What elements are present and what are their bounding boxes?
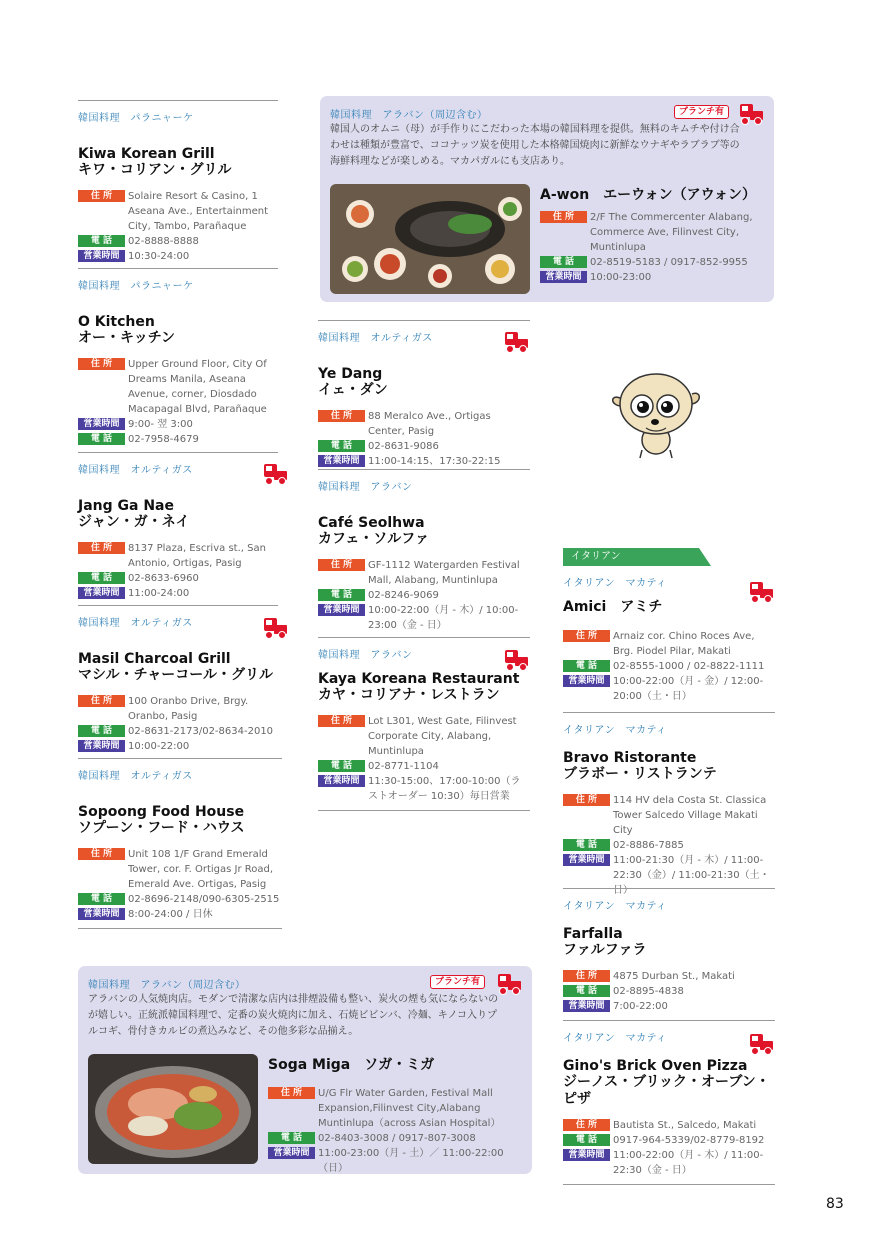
tel-row: [563, 838, 775, 853]
entry-cafe-seolhwa: [318, 469, 530, 633]
entry-amici: [563, 574, 775, 704]
name-jp: オー・キッチン: [78, 330, 176, 346]
tel-row: [540, 255, 766, 270]
name-jp: ファルファラ: [563, 942, 647, 958]
delivery-car-icon: [262, 462, 288, 486]
category: 韓国料理 アラバン（周辺含む）: [330, 110, 488, 121]
tel-label: 電 話: [318, 440, 365, 452]
hours-value: 9:00- 翌 3:00: [128, 419, 193, 430]
name-en: Bravo Ristorante: [563, 750, 697, 766]
category: イタリアン マカティ: [563, 901, 667, 912]
tel-row: [563, 984, 775, 999]
tel-row: [318, 588, 530, 603]
hours-label: 営業時間: [563, 1149, 610, 1161]
page-number: 83: [826, 1196, 844, 1212]
delivery-car-icon: [748, 580, 774, 604]
address-label: 住 所: [563, 1119, 610, 1131]
hours-row: [268, 1146, 524, 1176]
category: 韓国料理 オルティガス: [78, 771, 193, 782]
entry-kiwa: [78, 100, 278, 264]
name-en: Kaya Koreana Restaurant: [318, 671, 520, 687]
category: 韓国料理 アラバン: [318, 482, 413, 493]
address-value: 2/F The Commercenter Alabang, Commerce Ave, Filinvest City, Muntinlupa: [590, 212, 753, 253]
info-block: [540, 210, 766, 285]
info-block: [268, 1086, 524, 1176]
address-value: U/G Flr Water Garden, Festival Mall Expansion,Filinvest City,Alabang Muntinlupa（across Asian Hospital）: [318, 1088, 501, 1129]
hours-label: 営業時間: [268, 1147, 315, 1159]
address-value: GF-1112 Watergarden Festival Mall, Alabang, Muntinlupa: [368, 560, 520, 586]
delivery-car-icon: [262, 616, 288, 640]
hours-label: 営業時間: [78, 740, 125, 752]
name-en: [563, 599, 775, 615]
hours-label: 営業時間: [78, 908, 125, 920]
tel-label: 電 話: [78, 433, 125, 445]
hours-value: 11:30-15:00、17:00-10:00（ラストオーダー 10:30）毎日営業: [368, 776, 521, 802]
tel-label: 電 話: [268, 1132, 315, 1144]
address-value: Arnaiz cor. Chino Roces Ave, Brg. Piodel Pilar, Makati: [613, 631, 755, 657]
name-jp: イェ・ダン: [318, 382, 388, 398]
tel-value: 02-8771-1104: [368, 761, 439, 772]
hours-value: 7:00-22:00: [613, 1001, 668, 1012]
entry-ye-dang: [318, 320, 530, 469]
entry-masil: [78, 605, 278, 754]
address-label: 住 所: [540, 211, 587, 223]
tel-value: 02-8888-8888: [128, 236, 199, 247]
tel-value: 02-8403-3008 / 0917-807-3008: [318, 1133, 476, 1144]
address-label: 住 所: [78, 358, 125, 370]
category: イタリアン マカティ: [563, 725, 667, 736]
category: 韓国料理 パラニャーケ: [78, 281, 194, 292]
hours-value: 10:00-22:00: [128, 741, 190, 752]
address-value: Upper Ground Floor, City Of Dreams Manila, Aseana Avenue, corner, Diosdado Macapagal Blvd, Parañaque: [128, 359, 267, 415]
hours-label: 営業時間: [540, 271, 587, 283]
name-en: Farfalla: [563, 926, 623, 942]
tel-row: [78, 571, 278, 586]
hours-row: [318, 603, 530, 633]
tel-label: 電 話: [318, 589, 365, 601]
tel-value: 02-8696-2148/090-6305-2515: [128, 894, 280, 905]
tel-label: 電 話: [563, 985, 610, 997]
address-label: 住 所: [563, 630, 610, 642]
hours-label: 営業時間: [318, 604, 365, 616]
address-label: 住 所: [318, 559, 365, 571]
address-row: [318, 409, 530, 439]
delivery-car-icon: [503, 330, 529, 354]
address-row: [318, 714, 530, 759]
tel-value: 02-8886-7885: [613, 840, 684, 851]
hours-row: [78, 586, 278, 601]
address-row: [78, 541, 278, 571]
tel-row: [78, 234, 278, 249]
tel-row: [318, 439, 530, 454]
address-value: 88 Meralco Ave., Ortigas Center, Pasig: [368, 411, 491, 437]
category: 韓国料理 アラバン（周辺含む）: [88, 980, 246, 991]
name-jp: ジーノス・ブリック・オーブン・ピザ: [563, 1074, 770, 1107]
address-row: [78, 357, 278, 417]
hours-row: [318, 454, 530, 469]
hours-value: 10:30-24:00: [128, 251, 190, 262]
entry-ginos: [563, 1020, 775, 1185]
address-label: 住 所: [78, 190, 125, 202]
hours-value: 10:00-23:00: [590, 272, 652, 283]
name-en: Kiwa Korean Grill: [78, 146, 215, 162]
hours-row: [563, 999, 775, 1014]
name-en: Café Seolhwa: [318, 515, 425, 531]
entry-sopoong: [78, 758, 282, 929]
address-row: [78, 847, 282, 892]
hours-value: 11:00-14:15、17:30-22:15: [368, 456, 501, 467]
hours-label: 営業時間: [78, 250, 125, 262]
tel-label: 電 話: [563, 660, 610, 672]
hours-row: [78, 907, 282, 922]
hours-value: 8:00-24:00 / 日休: [128, 909, 213, 920]
address-row: [563, 793, 775, 838]
name-jp: カヤ・コリアナ・レストラン: [318, 687, 500, 703]
category: 韓国料理 オルティガス: [78, 465, 193, 476]
description: アラバンの人気焼肉店。モダンで清潔な店内は排煙設備も整い、炭火の煙も気にならないのが嬉しい。正統派韓国料理で、定番の炭火焼肉に加え、石焼ビビンバ、冷麺、キノコ入りプルコギ、骨付きカルビの煮込みなど、その他多彩な品揃え。: [88, 994, 499, 1037]
hours-row: [540, 270, 766, 285]
tel-row: [268, 1131, 524, 1146]
description: 韓国人のオムニ（母）が手作りにこだわった本場の韓国料理を提供。無料のキムチや付け合わせは種類が豊富で、ココナッツ炭を使用した本格韓国焼肉に新鮮なウナギやラブラブ等の海鮮料理などが楽しめる。マカパガルにも支店あり。: [330, 124, 740, 167]
tel-value: 02-8246-9069: [368, 590, 439, 601]
address-row: [563, 629, 775, 659]
name-en: O Kitchen: [78, 314, 155, 330]
hours-label: 営業時間: [318, 775, 365, 787]
section-banner-italian: イタリアン: [563, 548, 699, 566]
category: イタリアン マカティ: [563, 578, 667, 589]
featured-box-awon: [320, 96, 774, 302]
hours-value: 11:00-21:30（月 - 木）/ 11:00-22:30（金）/ 11:00-21:30（土・日）: [613, 855, 770, 896]
restaurant-name: Soga Miga ソガ・ミガ: [268, 1057, 435, 1073]
tel-value: 02-8633-6960: [128, 573, 199, 584]
tel-value: 02-8555-1000 / 02-8822-1111: [613, 661, 765, 672]
address-row: [318, 558, 530, 588]
featured-box-soga-miga: [78, 966, 532, 1174]
tel-value: 02-8519-5183 / 0917-852-9955: [590, 257, 748, 268]
delivery-car-icon: [748, 1032, 774, 1056]
hours-label: 営業時間: [563, 675, 610, 687]
hours-row: [78, 249, 278, 264]
category: イタリアン マカティ: [563, 1033, 667, 1044]
tel-label: 電 話: [318, 760, 365, 772]
tel-label: 電 話: [563, 1134, 610, 1146]
address-row: [563, 969, 775, 984]
name-jp: カフェ・ソルファ: [318, 531, 430, 547]
tel-row: [563, 659, 775, 674]
hours-value: 10:00-22:00（月 - 金）/ 12:00-20:00（土・日）: [613, 676, 764, 702]
tel-label: 電 話: [78, 572, 125, 584]
restaurant-name: A-won エーウォン（アウォン）: [540, 187, 757, 203]
address-value: 114 HV dela Costa St. Classica Tower Salcedo Village Makati City: [613, 795, 767, 836]
tel-row: [78, 432, 278, 447]
address-value: Unit 108 1/F Grand Emerald Tower, cor. F. Ortigas Jr Road, Emerald Ave. Ortigas, Pasig: [128, 849, 274, 890]
tel-value: 02-7958-4679: [128, 434, 199, 445]
name-en: Jang Ga Nae: [78, 498, 174, 514]
tel-value: 0917-964-5339/02-8779-8192: [613, 1135, 765, 1146]
address-row: [268, 1086, 524, 1131]
food-photo: [330, 184, 530, 294]
hours-row: [318, 774, 530, 804]
hours-row: [78, 417, 278, 432]
food-photo: [88, 1054, 258, 1164]
tel-label: 電 話: [78, 235, 125, 247]
branch-badge: ブランチ有: [430, 975, 485, 989]
hours-label: 営業時間: [78, 587, 125, 599]
tel-row: [318, 759, 530, 774]
tel-label: 電 話: [540, 256, 587, 268]
address-row: [78, 694, 278, 724]
hours-row: [563, 1148, 775, 1178]
branch-badge: ブランチ有: [674, 105, 729, 119]
name-en: Masil Charcoal Grill: [78, 651, 231, 667]
address-value: Lot L301, West Gate, Filinvest Corporate City, Alabang, Muntinlupa: [368, 716, 517, 757]
address-value: 4875 Durban St., Makati: [613, 971, 735, 982]
tel-row: [78, 724, 278, 739]
tel-label: 電 話: [78, 725, 125, 737]
hours-label: 営業時間: [563, 1000, 610, 1012]
name-jp: ソプーン・フード・ハウス: [78, 820, 245, 836]
entry-bravo: [563, 712, 775, 898]
address-label: 住 所: [78, 695, 125, 707]
tel-value: 02-8631-2173/02-8634-2010: [128, 726, 274, 737]
amici-en: Amici: [563, 599, 607, 615]
entry-jang-ga-nae: [78, 452, 278, 601]
hours-row: [563, 674, 775, 704]
entry-farfalla: [563, 888, 775, 1014]
hours-label: 営業時間: [318, 455, 365, 467]
address-value: Bautista St., Salcedo, Makati: [613, 1120, 757, 1131]
address-label: 住 所: [318, 715, 365, 727]
mascot-illustration: [606, 368, 706, 460]
entry-kaya: [318, 637, 530, 811]
name-en: Gino's Brick Oven Pizza: [563, 1058, 748, 1074]
address-label: 住 所: [563, 794, 610, 806]
tel-row: [563, 1133, 775, 1148]
address-label: 住 所: [563, 970, 610, 982]
address-value: Solaire Resort & Casino, 1 Aseana Ave., Entertainment City, Tambo, Parañaque: [128, 191, 268, 232]
category: 韓国料理 パラニャーケ: [78, 113, 194, 124]
address-row: [540, 210, 766, 255]
name-jp: マシル・チャーコール・グリル: [78, 667, 273, 683]
tel-row: [78, 892, 282, 907]
address-label: 住 所: [78, 848, 125, 860]
address-label: 住 所: [318, 410, 365, 422]
name-jp: ブラボー・リストランテ: [563, 766, 717, 782]
name-jp: ジャン・ガ・ネイ: [78, 514, 190, 530]
delivery-car-icon: [503, 648, 529, 672]
hours-label: 営業時間: [78, 418, 125, 430]
amici-jp: アミチ: [620, 599, 663, 615]
entry-o-kitchen: [78, 268, 278, 447]
category: 韓国料理 オルティガス: [78, 618, 193, 629]
name-jp: キワ・コリアン・グリル: [78, 162, 232, 178]
address-value: 8137 Plaza, Escriva st., San Antonio, Ortigas, Pasig: [128, 543, 266, 569]
tel-value: 02-8895-4838: [613, 986, 684, 997]
hours-label: 営業時間: [563, 854, 610, 866]
address-value: 100 Oranbo Drive, Brgy. Oranbo, Pasig: [128, 696, 249, 722]
name-en: Sopoong Food House: [78, 804, 245, 820]
category: 韓国料理 オルティガス: [318, 333, 433, 344]
hours-value: 11:00-22:00（月 - 木）/ 11:00-22:30（金 - 日）: [613, 1150, 764, 1176]
tel-value: 02-8631-9086: [368, 441, 439, 452]
address-row: [78, 189, 278, 234]
category: 韓国料理 アラバン: [318, 650, 413, 661]
hours-value: 11:00-23:00（月 - 土）／ 11:00-22:00（日）: [318, 1148, 504, 1174]
hours-value: 10:00-22:00（月 - 木）/ 10:00-23:00（金 - 日）: [368, 605, 519, 631]
tel-label: 電 話: [78, 893, 125, 905]
banner-arrow: [699, 548, 711, 566]
tel-label: 電 話: [563, 839, 610, 851]
address-label: 住 所: [268, 1087, 315, 1099]
hours-row: [78, 739, 278, 754]
name-en: Ye Dang: [318, 366, 383, 382]
address-row: [563, 1118, 775, 1133]
address-label: 住 所: [78, 542, 125, 554]
hours-value: 11:00-24:00: [128, 588, 190, 599]
